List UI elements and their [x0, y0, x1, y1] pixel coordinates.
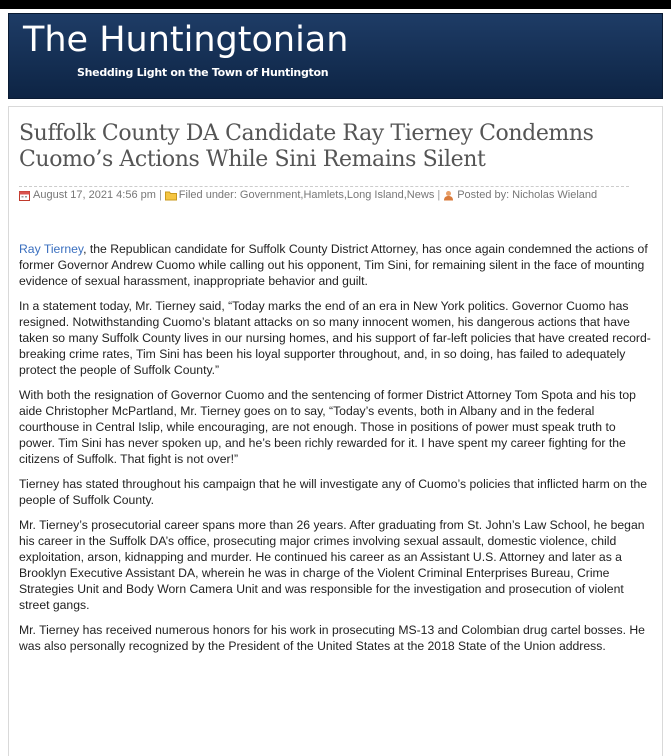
site-title[interactable]: The Huntingtonian: [23, 20, 349, 60]
posted-by-label: Posted by:: [457, 189, 510, 201]
paragraph-6: Mr. Tierney has received numerous honors for his work in prosecuting MS-13 and Colombian drug cartel bosses. He was also personally recognized by the President of the United States at the 2018 State of the Union address.: [19, 623, 645, 653]
meta-separator: |: [437, 189, 441, 201]
paragraph-3: With both the resignation of Governor Cuomo and the sentencing of former District Attorney Tom Spota and his top aide Christopher McPartland, Mr. Tierney goes on to say, “Today’s events, both in Albany and in the federal courthouse in Central Islip, while encouraging, are not enough. Those in positions of power must speak truth to power. Tim Sini has never spoken up, and he’s been richly rewarded for it. I have spent my career fighting for the citizens of Suffolk. That fight is not over!”: [19, 388, 636, 466]
post-author[interactable]: Nicholas Wieland: [512, 189, 598, 201]
article-title[interactable]: Suffolk County DA Candidate Ray Tierney Condemns Cuomo’s Actions While Sini Remains Silent: [19, 121, 594, 172]
post-date: August 17, 2021 4:56 pm: [33, 189, 156, 201]
paragraph-2: In a statement today, Mr. Tierney said, “Today marks the end of an era in New York politics. Governor Cuomo has resigned. Notwithstanding Cuomo’s blatant attacks on so many innocent women, his dangerous actions that have taken so many Suffolk County lives in our nursing homes, and his support of far-left policies that have created record-breaking crime rates, Tim Sini has been his loyal supporter throughout, and, in so doing, has failed to adequately protect the people of Suffolk County.”: [19, 299, 651, 377]
meta-separator: |: [158, 189, 162, 201]
article-container: [8, 106, 663, 756]
paragraph-5: Mr. Tierney’s prosecutorial career spans more than 26 years. After graduating from St. John’s Law School, he began his career in the Suffolk DA’s office, prosecuting major crimes involving sexual assault, domestic violence, child exploitation, arson, kidnapping and murder. He continued his career as an Assistant U.S. Attorney and later as a Brooklyn Executive Assistant DA, wherein he was in charge of the Violent Criminal Enterprises Bureau, Crime Strategies Unit and Body Worn Camera Unit and was responsible for the investigation and prosecution of violent street gangs.: [19, 518, 645, 612]
top-bar: [0, 0, 671, 9]
site-header-banner[interactable]: [8, 13, 663, 99]
site-tagline: Shedding Light on the Town of Huntington: [77, 66, 329, 79]
article-meta: [19, 186, 629, 201]
filed-under-label: Filed under:: [178, 189, 237, 201]
post-categories[interactable]: Government,Hamlets,Long Island,News: [239, 189, 435, 201]
paragraph-1: [19, 241, 653, 289]
paragraph-1-text: , the Republican candidate for Suffolk County District Attorney, has once again condemned the actions of former Governor Andrew Cuomo while calling out his opponent, Tim Sini, for remaining silent in the face of mounting evidence of sexual harassment, inappropriate behavior and guilt.: [19, 242, 648, 288]
user-icon: [443, 190, 454, 201]
calendar-icon: [19, 190, 30, 201]
paragraph-4: Tierney has stated throughout his campaign that he will investigate any of Cuomo’s policies that inflicted harm on the people of Suffolk County.: [19, 477, 648, 507]
candidate-link[interactable]: Ray Tierney: [19, 242, 84, 256]
folder-icon: [165, 190, 176, 201]
article-body: [19, 241, 653, 663]
